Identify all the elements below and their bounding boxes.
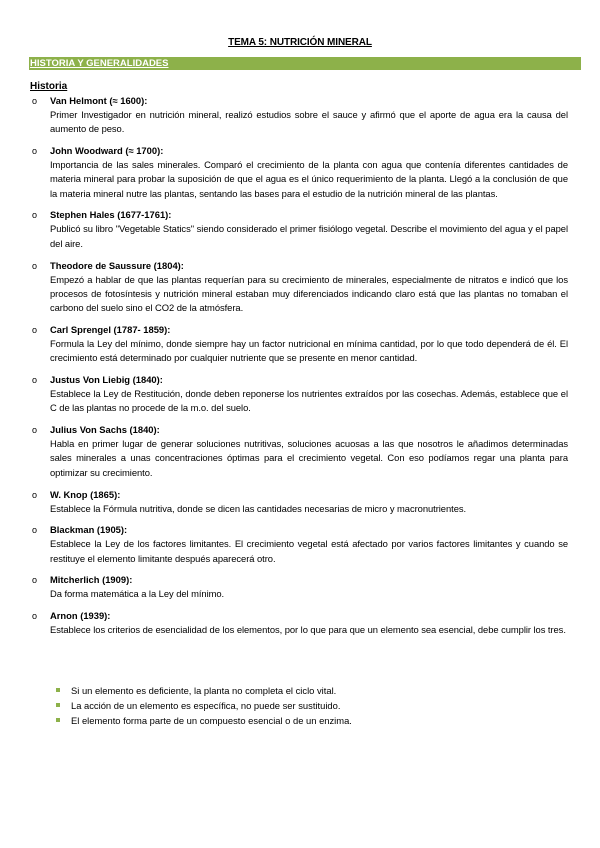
entry-text: Da forma matemática a la Ley del mínimo. [50, 588, 225, 600]
list-item [32, 523, 568, 566]
list-item [32, 373, 568, 416]
entry-text: Empezó a hablar de que las plantas requerían para su crecimiento de minerales, especialmente de nitratos e indicó que los procesos de fotosíntesis y nutrición mineral estaban muy diferenciados indicando claro está que las plantas no tomaban el carbono del suelo sino el CO2 de la atmósfera. [50, 273, 568, 314]
entry-name: Justus Von Liebig (1840): [50, 374, 163, 386]
list-item [32, 488, 568, 516]
list-item [32, 208, 568, 251]
subsection-heading: Historia [30, 81, 68, 92]
square-bullet-icon [56, 688, 60, 692]
list-item [32, 144, 568, 201]
entry-name: Blackman (1905): [50, 524, 128, 536]
bullet-icon: o [32, 260, 38, 271]
list-item [55, 713, 555, 728]
criterion-text: El elemento forma parte de un compuesto esencial o de un enzima. [71, 715, 352, 726]
bullet-icon: o [32, 96, 38, 106]
entry-text: Importancia de las sales minerales. Comparó el crecimiento de la planta con agua que contenía diferentes cantidades de materia mineral para probar la suposición de que el agua es el único requerimiento de la planta. Llegó a la conclusión de que la materia mineral nutre las plantas, sentando las bases para el estudio de la nutrición mineral de las plantas. [50, 159, 568, 199]
bullet-icon: o [32, 375, 38, 386]
bullet-icon: o [32, 575, 38, 586]
list-item [55, 683, 555, 698]
list-item [55, 698, 555, 713]
entry-text: Formula la Ley del mínimo, donde siempre hay un factor nutricional en mínima cantidad, por lo que todo dependerá de él. El crecimiento está determinado por cualquier nutriente que se presente en menor cantidad. [50, 337, 568, 364]
entry-name: Julius Von Sachs (1840): [50, 424, 160, 436]
entry-text: Establece los criterios de esencialidad de los elementos, por lo que para que un elemento sea esencial, debe cumplir los tres. [50, 624, 566, 636]
square-bullet-icon [56, 703, 60, 707]
bullet-icon: o [32, 324, 38, 335]
history-list [32, 94, 568, 645]
entry-name: Carl Sprengel (1787- 1859): [50, 323, 171, 335]
entry-name: Van Helmont (≈ 1600): [50, 95, 148, 106]
bullet-icon: o [32, 146, 38, 157]
bullet-icon: o [32, 425, 38, 436]
list-item [32, 94, 568, 137]
bullet-icon: o [32, 525, 38, 536]
entry-text: Publicó su libro "Vegetable Statics" siendo considerado el primer fisiólogo vegetal. Describe el movimiento del agua y el papel del aire. [50, 223, 568, 249]
criterion-text: La acción de un elemento es específica, no puede ser sustituido. [71, 700, 341, 711]
section-heading: HISTORIA Y GENERALIDADES [29, 57, 581, 70]
list-item [32, 323, 568, 366]
entry-text: Establece la Fórmula nutritiva, donde se dicen las cantidades necesarias de micro y macronutrientes. [50, 502, 467, 514]
entry-name: Theodore de Saussure (1804): [50, 259, 184, 271]
bullet-icon: o [32, 611, 38, 622]
list-item [32, 259, 568, 316]
bullet-icon: o [32, 489, 38, 500]
entry-name: Arnon (1939): [50, 610, 111, 622]
bullet-icon: o [32, 210, 38, 221]
list-item [32, 609, 568, 637]
entry-text: Habla en primer lugar de generar soluciones nutritivas, soluciones acuosas a las que nosotros le añadimos determinadas sales minerales a unas concentraciones óptimas para el crecimiento vegetal. Con eso podíamos regar una planta para optimizar su crecimiento. [50, 438, 568, 478]
entry-text: Establece la Ley de Restitución, donde deben reponerse los nutrientes extraídos por las cosechas. Además, establece que el C de las plantas no procede de la m.o. del suelo. [50, 388, 568, 414]
entry-text: Primer Investigador en nutrición mineral, realizó estudios sobre el sauce y afirmó que el aporte de agua era la causa del aumento de peso. [50, 109, 568, 135]
entry-text: Establece la Ley de los factores limitantes. El crecimiento vegetal está afectado por varios factores limitantes y cuando se restituye el elemento limitante después aparecerá otro. [50, 538, 568, 564]
entry-name: Mitcherlich (1909): [50, 574, 133, 586]
square-bullet-icon [56, 718, 60, 722]
entry-name: W. Knop (1865): [50, 488, 121, 500]
criterion-text: Si un elemento es deficiente, la planta no completa el ciclo vital. [71, 685, 337, 696]
entry-name: John Woodward (≈ 1700): [50, 145, 164, 157]
page-title: TEMA 5: NUTRICIÓN MINERAL [228, 37, 372, 48]
list-item [32, 573, 568, 601]
criteria-list [55, 683, 555, 728]
entry-name: Stephen Hales (1677-1761): [50, 209, 172, 221]
list-item [32, 423, 568, 480]
